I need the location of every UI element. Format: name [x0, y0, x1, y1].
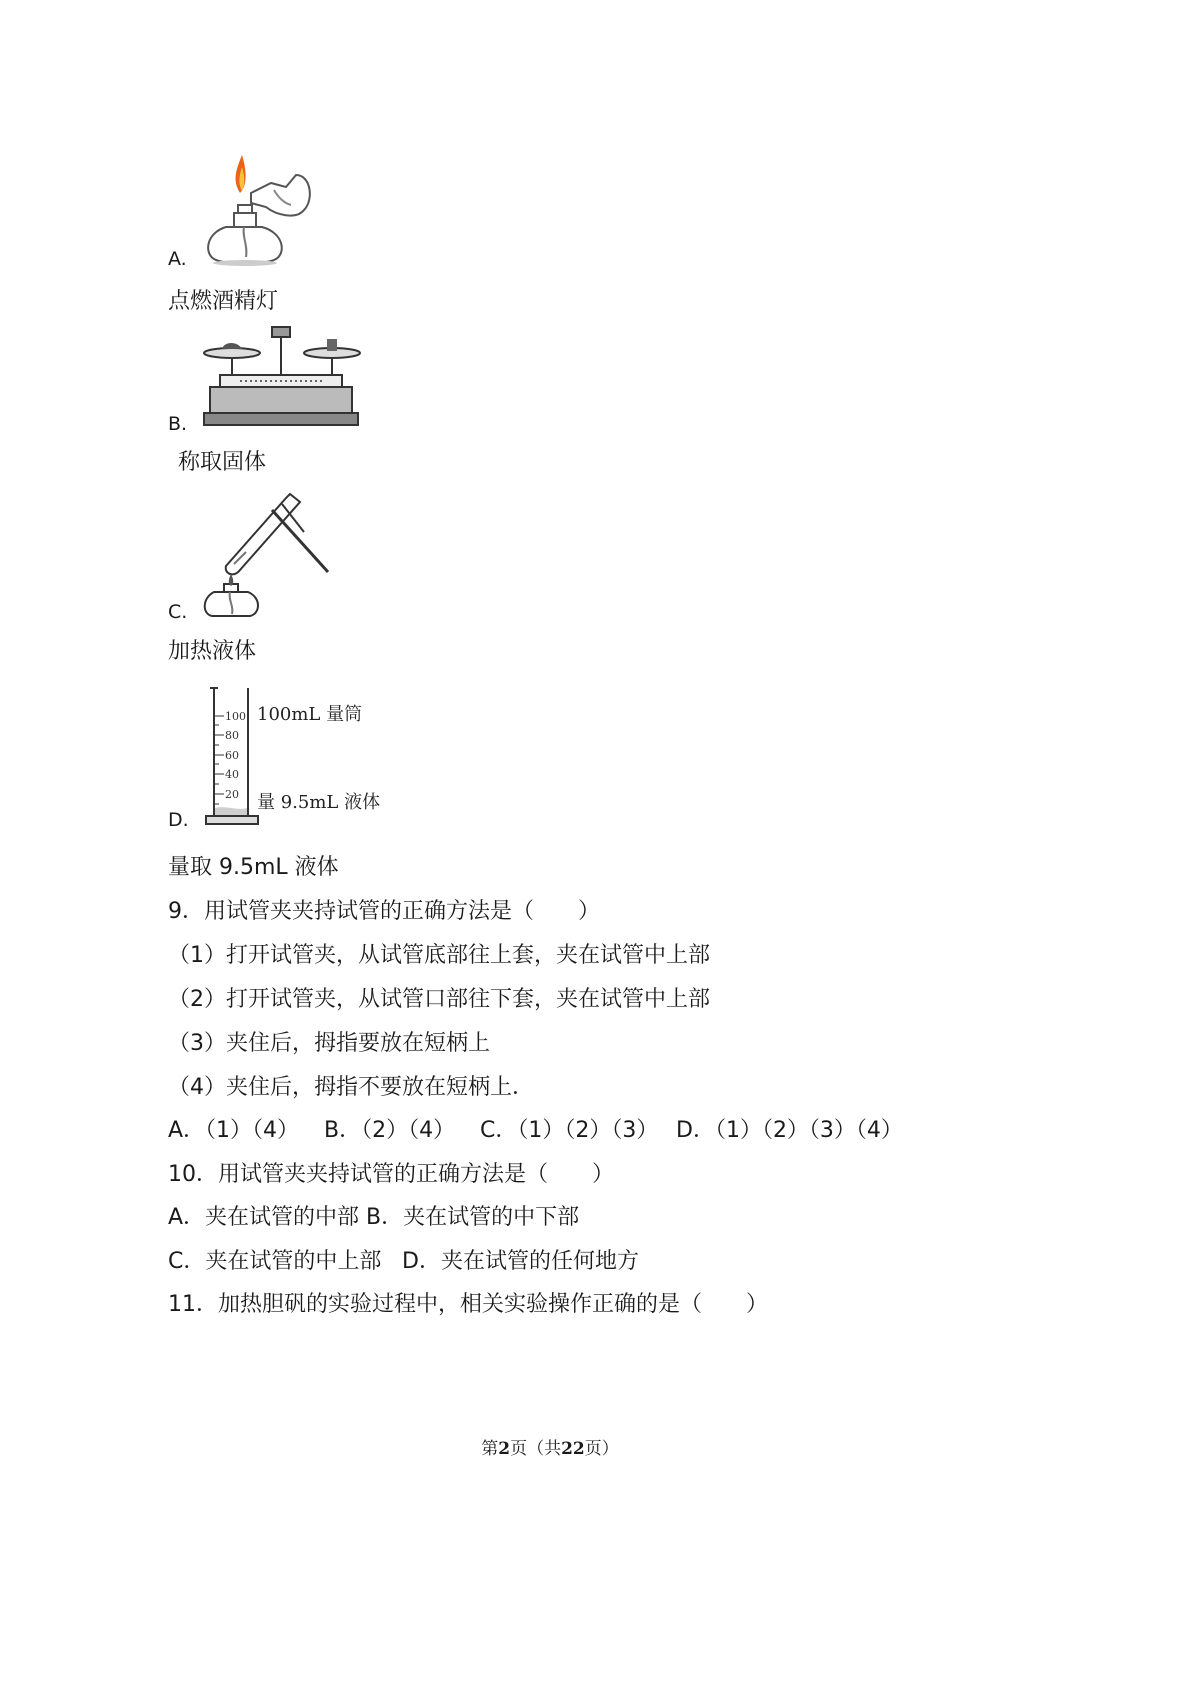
cylinder-tick-80: 80	[225, 729, 239, 742]
cylinder-tick-40: 40	[225, 768, 239, 781]
question-9-choice-a: A．（1）（4）	[168, 1118, 300, 1143]
option-c-caption: 加热液体	[168, 639, 257, 664]
cylinder-tick-100: 100	[225, 710, 246, 723]
question-9-stem: 9．用试管夹夹持试管的正确方法是（ ）	[168, 899, 600, 924]
cylinder-label-top: 100mL 量筒	[257, 704, 363, 725]
footer-middle: 页（共	[510, 1439, 562, 1459]
option-d-letter: D.	[168, 809, 189, 831]
question-9-statement-1: （1）打开试管夹，从试管底部往上套，夹在试管中上部	[168, 943, 710, 968]
cylinder-tick-20: 20	[225, 788, 239, 801]
question-9-statement-4: （4）夹住后，拇指不要放在短柄上．	[168, 1075, 534, 1100]
figure-heating-test-tube	[200, 488, 335, 620]
question-11-stem: 11．加热胆矾的实验过程中，相关实验操作正确的是（ ）	[168, 1292, 768, 1317]
question-10-choice-c: C．夹在试管的中上部	[168, 1249, 382, 1274]
footer-suffix: 页）	[584, 1439, 619, 1459]
option-b-letter: B.	[168, 413, 188, 435]
option-c-letter: C.	[168, 601, 188, 623]
page-footer	[0, 1434, 1100, 1459]
option-d-caption: 量取 9.5mL 液体	[168, 855, 339, 880]
cylinder-label-bottom: 量 9.5mL 液体	[257, 792, 381, 813]
option-a-caption: 点燃酒精灯	[168, 289, 279, 314]
question-9-choice-b: B．（2）（4）	[324, 1118, 456, 1143]
footer-page-number: 2	[498, 1439, 511, 1459]
figure-balance-scale	[200, 323, 362, 433]
option-b-caption: 称取固体	[178, 450, 267, 475]
figure-light-alcohol-lamp	[196, 145, 316, 270]
question-9-choice-d: D．（1）（2）（3）（4）	[676, 1118, 903, 1143]
question-9-statement-2: （2）打开试管夹，从试管口部往下套，夹在试管中上部	[168, 987, 710, 1012]
question-10-choices-ab: A．夹在试管的中部 B．夹在试管的中下部	[168, 1205, 580, 1230]
option-a-letter: A.	[168, 248, 187, 270]
figure-graduated-cylinder	[204, 684, 394, 829]
question-10-stem: 10．用试管夹夹持试管的正确方法是（ ）	[168, 1162, 614, 1187]
footer-prefix: 第	[481, 1439, 499, 1459]
question-9-choice-c: C．（1）（2）（3）	[480, 1118, 659, 1143]
footer-total-pages: 22	[561, 1439, 585, 1459]
question-10-choice-d: D．夹在试管的任何地方	[402, 1249, 639, 1274]
question-9-statement-3: （3）夹住后，拇指要放在短柄上	[168, 1031, 490, 1056]
cylinder-tick-60: 60	[225, 749, 239, 762]
